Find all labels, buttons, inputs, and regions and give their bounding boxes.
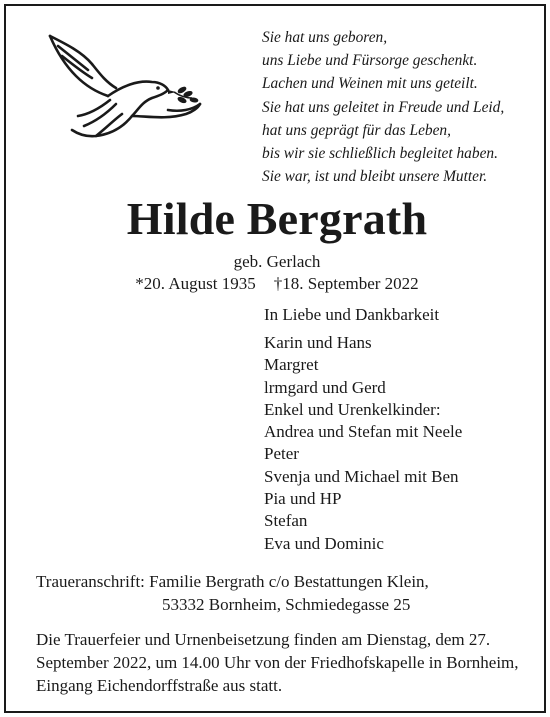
mourner-item: Margret [264,355,319,375]
life-dates [6,273,548,295]
mourner-item: Eva und Dominic [264,533,384,553]
mourner-item: lrmgard und Gerd [264,377,386,397]
mourner-item: Peter [264,444,299,464]
birth-date: *20. August 1935 [135,274,256,293]
mourner-item: Andrea und Stefan mit Neele [264,422,463,442]
address-line-2: 53332 Bornheim, Schmiedegasse 25 [162,595,411,614]
poem [262,26,542,188]
mourner-item: Svenja und Michael mit Ben [264,466,459,486]
poem-line: Sie hat uns geboren, [262,29,388,46]
thanks-line: In Liebe und Dankbarkeit [264,305,440,324]
mourner-item: Stefan [264,511,308,531]
death-date: †18. September 2022 [273,274,419,293]
mourning-address [36,570,536,616]
mourner-item: Enkel und Urenkelkinder: [264,399,441,419]
obituary-notice [4,4,546,713]
mourners-list [264,332,462,555]
ceremony-info: Die Trauerfeier und Urnenbeisetzung finden am Dienstag, dem 27. September 2022, um 14.00 Uhr von der Friedhofskapelle in Bornheim, Eingang Eichendorffstraße aus statt. [36,630,519,695]
poem-line: hat uns geprägt für das Leben, [262,121,451,139]
poem-line: Sie war, ist und bleibt unsere Mutter. [262,168,488,186]
poem-line: uns Liebe und Fürsorge geschenkt. [262,52,478,70]
mourner-item: Karin und Hans [264,333,372,352]
birth-name: geb. Gerlach [233,252,321,271]
dove-icon [42,30,204,142]
poem-line: bis wir sie schließlich begleitet haben. [262,145,498,163]
poem-line: Sie hat uns geleitet in Freude und Leid, [262,98,505,116]
mourner-item: Pia und HP [264,489,342,509]
deceased-name: Hilde Bergrath [126,193,428,244]
address-line-1: Traueranschrift: Familie Bergrath c/o Bestattungen Klein, [36,572,429,591]
poem-line: Lachen und Weinen mit uns geteilt. [262,75,478,93]
